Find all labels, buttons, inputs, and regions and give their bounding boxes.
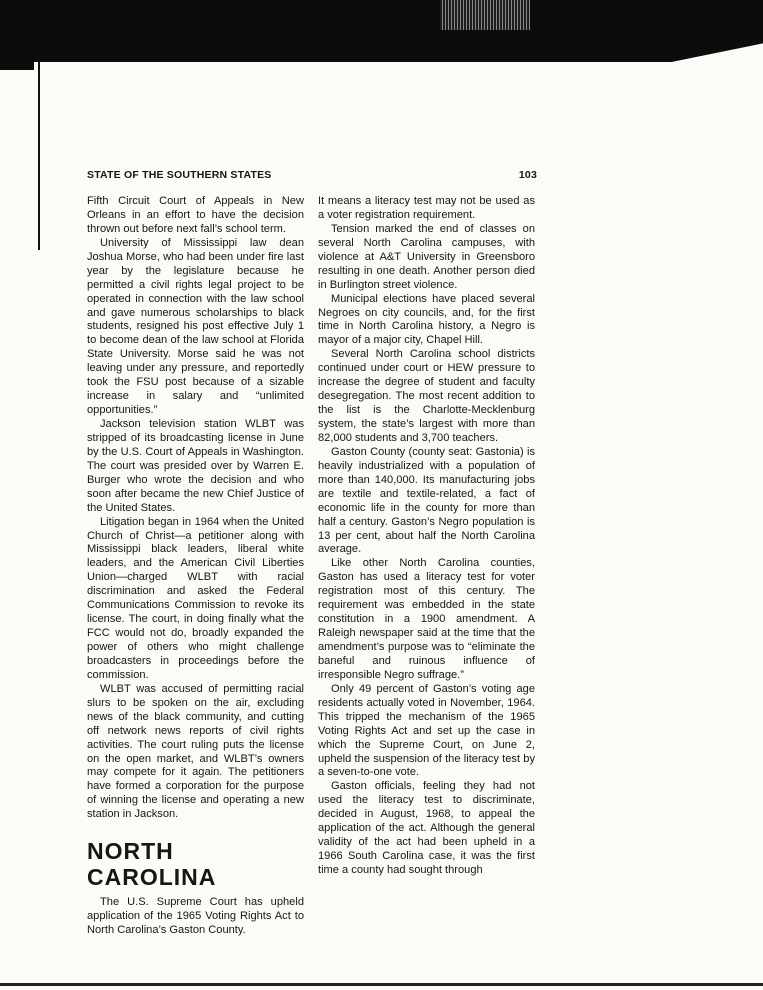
paragraph: It means a literacy test may not be used as a voter registration requirement. [318,195,535,221]
scan-edge-line [38,60,40,250]
page-number: 103 [518,169,537,181]
scan-artifact [440,0,530,30]
paragraph: Several North Carolina school districts continued under court or HEW pressure to increase the degree of student and faculty desegregation. The most recent addition to the list is the Charlotte-Mecklenburg system, the state’s largest with more than 82,000 students and 3,700 teachers. [318,348,535,444]
paragraph: Like other North Carolina counties, Gaston has used a literacy test for voter registration most of this century. The requirement was embedded in the state constitution in a 1900 amendment. A Raleigh newspaper said at the time that the amendment’s purpose was to “eliminate the baneful and ruinous influence of irresponsible Negro suffrage.” [318,557,535,681]
paragraph: Gaston County (county seat: Gastonia) is heavily industrialized with a population of more than 140,000. Its manufacturing jobs are textile and textile-related, a fact of economic life in the county for more than half a century. Gaston’s Negro population is 13 per cent, about half the North Carolina average. [318,445,535,556]
paragraph: Jackson television station WLBT was stripped of its broadcasting license in June by the U.S. Court of Appeals in Washington. The court was presided over by Warren E. Burger who wrote the decision and who soon after became the new Chief Justice of the United States. [87,418,304,514]
paragraph: Fifth Circuit Court of Appeals in New Orleans in an effort to have the decision thrown out before next fall’s school term. [87,195,304,235]
section-heading: NORTH CAROLINA [87,838,217,891]
right-column [318,195,535,878]
paragraph: Gaston officials, feeling they had not used the literacy test to discriminate, decided in August, 1968, to appeal the application of the act. Although the general validity of the act had been upheld in a 1966 South Carolina case, it was the first time a county had sought through [318,780,535,876]
paragraph: The U.S. Supreme Court has upheld application of the 1965 Voting Rights Act to North Carolina’s Gaston County. [87,896,304,937]
scan-dark-border-top [0,0,763,62]
running-header [87,169,537,185]
paragraph: WLBT was accused of permitting racial slurs to be spoken on the air, excluding news of the black community, and cutting off network news reports of civil rights activities. The court ruling puts the license on the open market, and WLBT’s owners may compete for it again. The petitioners have formed a corporation for the purpose of winning the license and operating a new station in Jackson. [87,682,304,821]
scan-dark-border-left [0,0,34,70]
left-column [87,195,304,938]
paragraph: Tension marked the end of classes on several North Carolina campuses, with violence at A&T University in Greensboro resulting in one death. Another person died in Burlington street violence. [318,222,535,291]
paragraph: Municipal elections have placed several Negroes on city councils, and, for the first time in North Carolina history, a Negro is mayor of a major city, Chapel Hill. [318,292,535,347]
running-header-title: STATE OF THE SOUTHERN STATES [87,169,272,181]
paragraph: Only 49 percent of Gaston’s voting age residents actually voted in November, 1964. This tripped the mechanism of the 1965 Voting Rights Act and set up the case in which the Supreme Court, on June 2, upheld the suspension of the literacy test by a seven-to-one vote. [318,682,535,779]
scan-bottom-edge [0,983,763,986]
paragraph: Litigation began in 1964 when the United Church of Christ—a petitioner along with Mississippi black leaders, liberal white leaders, and the American Civil Liberties Union—charged WLBT with racial discrimination and asked the Federal Communications Commission to revoke its license. The court, in doing finally what the FCC would not do, broadly expanded the power of others who might challenge broadcasters in proceedings before the commission. [87,515,304,681]
paragraph: University of Mississippi law dean Joshua Morse, who had been under fire last year by the legislature because he permitted a civil rights legal project to be operated in connection with the law school and gave numerous scholarships to black students, resigned his post effective July 1 to become dean of the law school at Florida State University. Morse said he was not leaving under any pressure, and reportedly took the FSU post because of a sizable increase in salary and “unlimited opportunities.” [87,236,304,417]
